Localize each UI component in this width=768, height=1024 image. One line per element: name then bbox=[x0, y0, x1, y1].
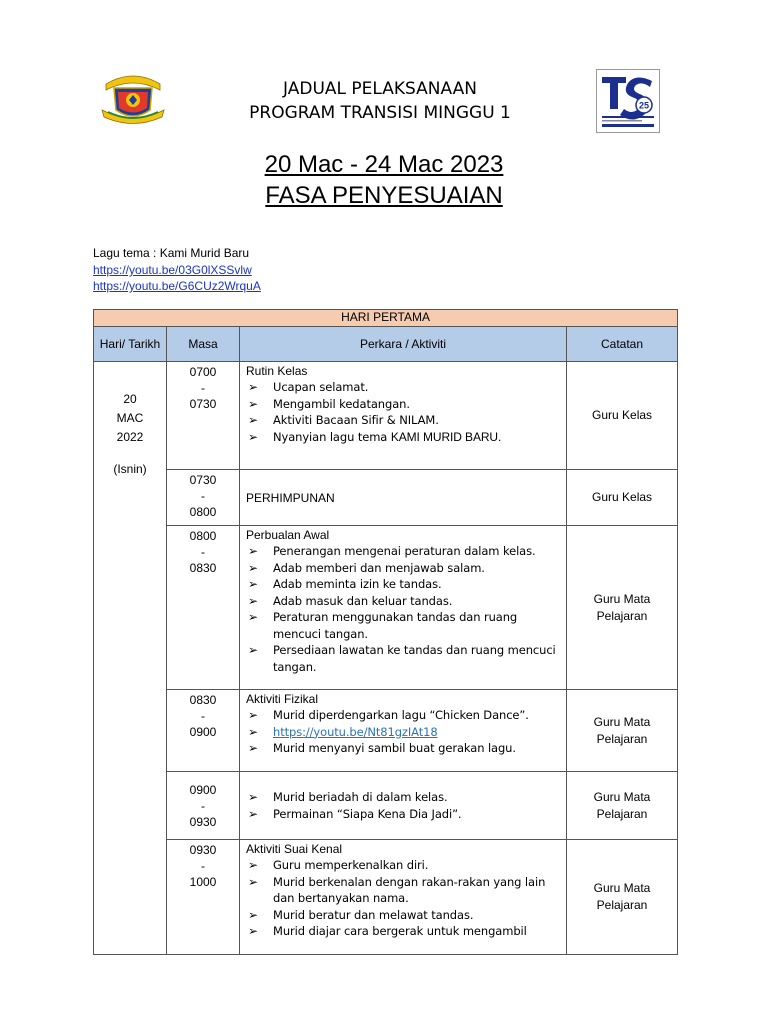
day-cell bbox=[94, 362, 167, 955]
organisation-logo bbox=[596, 69, 660, 133]
activity-title: Perbualan Awal bbox=[246, 528, 330, 542]
catatan-cell: Guru Kelas bbox=[567, 362, 678, 470]
schedule-table bbox=[93, 309, 678, 955]
day-month: MAC bbox=[116, 411, 144, 425]
activity-cell bbox=[240, 362, 567, 470]
list-item: ➢ Persediaan lawatan ke tandas dan ruang mencuci tangan. bbox=[246, 642, 562, 675]
list-item: ➢ Permainan “Siapa Kena Dia Jadi”. bbox=[246, 806, 562, 823]
list-item bbox=[246, 724, 562, 741]
masa-cell: 0830 - 0900 bbox=[167, 690, 240, 772]
activity-title: Aktiviti Fizikal bbox=[246, 692, 319, 706]
masa-cell: 0700 - 0730 bbox=[167, 362, 240, 470]
school-logo bbox=[100, 70, 166, 128]
svg-text:25: 25 bbox=[638, 100, 650, 111]
header-line2: PROGRAM TRANSISI MINGGU 1 bbox=[249, 103, 511, 123]
day-name: (Isnin) bbox=[113, 462, 147, 476]
list-item: ➢ Peraturan menggunakan tandas dan ruang mencuci tangan. bbox=[246, 609, 562, 642]
day-year: 2022 bbox=[116, 430, 144, 444]
date-range-title: 20 Mac - 24 Mac 2023 bbox=[264, 151, 504, 178]
list-item: ➢ Penerangan mengenai peraturan dalam kelas. bbox=[246, 543, 562, 560]
activity-cell bbox=[240, 840, 567, 955]
list-item: ➢ Aktiviti Bacaan Sifir & NILAM. bbox=[246, 412, 562, 429]
col-masa: Masa bbox=[167, 327, 240, 362]
catatan-cell: Guru Mata Pelajaran bbox=[567, 526, 678, 690]
col-hari-tarikh: Hari/ Tarikh bbox=[94, 327, 167, 362]
table-row bbox=[94, 690, 678, 772]
col-perkara: Perkara / Aktiviti bbox=[240, 327, 567, 362]
masa-cell: 0900 - 0930 bbox=[167, 772, 240, 840]
fasa-title: FASA PENYESUAIAN bbox=[265, 182, 503, 209]
list-item: ➢ Adab memberi dan menjawab salam. bbox=[246, 560, 562, 577]
lagu-link-2[interactable]: https://youtu.be/G6CUz2WrquA bbox=[93, 279, 261, 293]
catatan-cell: Guru Mata Pelajaran bbox=[567, 690, 678, 772]
col-catatan: Catatan bbox=[567, 327, 678, 362]
catatan-cell: Guru Mata Pelajaran bbox=[567, 840, 678, 955]
day-number: 20 bbox=[123, 392, 137, 406]
list-item: ➢ Murid berkenalan dengan rakan-rakan yang lain dan bertanyakan nama. bbox=[246, 874, 562, 907]
hari-pertama-title: HARI PERTAMA bbox=[94, 310, 678, 327]
list-item: ➢ Ucapan selamat. bbox=[246, 379, 562, 396]
activity-cell bbox=[240, 526, 567, 690]
chicken-dance-link[interactable]: https://youtu.be/Nt81gzIAt18 bbox=[273, 724, 438, 739]
catatan-cell: Guru Mata Pelajaran bbox=[567, 772, 678, 840]
table-row bbox=[94, 772, 678, 840]
list-item: ➢ Nyanyian lagu tema KAMI MURID BARU. bbox=[246, 429, 562, 446]
activity-cell bbox=[240, 772, 567, 840]
list-item: ➢ Adab masuk dan keluar tandas. bbox=[246, 593, 562, 610]
list-item: ➢ Murid beriadah di dalam kelas. bbox=[246, 789, 562, 806]
header-line1: JADUAL PELAKSANAAN bbox=[283, 79, 477, 99]
list-item: ➢ Murid menyanyi sambil buat gerakan lagu. bbox=[246, 740, 562, 757]
table-row bbox=[94, 470, 678, 526]
list-item: ➢ Murid beratur dan melawat tandas. bbox=[246, 907, 562, 924]
list-item: ➢ Murid diajar cara bergerak untuk mengambil bbox=[246, 923, 562, 940]
activity-title: Rutin Kelas bbox=[246, 364, 308, 378]
masa-cell: 0800 - 0830 bbox=[167, 526, 240, 690]
activity-cell bbox=[240, 690, 567, 772]
table-row bbox=[94, 840, 678, 955]
lagu-tema-label: Lagu tema : Kami Murid Baru bbox=[93, 246, 250, 260]
masa-cell: 0930 - 1000 bbox=[167, 840, 240, 955]
activity-title: PERHIMPUNAN bbox=[240, 470, 567, 526]
table-row bbox=[94, 526, 678, 690]
list-item: ➢ Guru memperkenalkan diri. bbox=[246, 857, 562, 874]
lagu-link-1[interactable]: https://youtu.be/03G0lXSSvlw bbox=[93, 263, 252, 277]
table-row bbox=[94, 362, 678, 470]
catatan-cell: Guru Kelas bbox=[567, 470, 678, 526]
masa-cell: 0730 - 0800 bbox=[167, 470, 240, 526]
list-item: ➢ Murid diperdengarkan lagu “Chicken Dance”. bbox=[246, 707, 562, 724]
activity-title: Aktiviti Suai Kenal bbox=[246, 842, 343, 856]
list-item: ➢ Mengambil kedatangan. bbox=[246, 396, 562, 413]
list-item: ➢ Adab meminta izin ke tandas. bbox=[246, 576, 562, 593]
